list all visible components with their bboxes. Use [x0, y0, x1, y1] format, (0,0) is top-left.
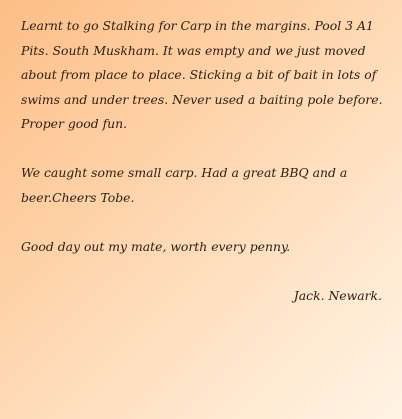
testimonial-paragraph-2-line-1: We caught some small carp. Had a great BBQ and a: [21, 165, 348, 180]
testimonial-paragraph-2: [21, 161, 384, 210]
testimonial-signature: Jack. Newark.: [293, 287, 382, 303]
testimonial-paragraph-1: Learnt to go Stalking for Carp in the margins. Pool 3 A1 Pits. South Muskham. It was empty and we just moved about from place to place. Sticking a bit of bait in lots of swims and under trees. Never used a baiting pole before. Proper good fun.: [21, 18, 383, 131]
testimonial-paragraph-3: Good day out my mate, worth every penny.: [21, 238, 291, 254]
testimonial-paragraph-2-line-2: beer.Cheers Tobe.: [21, 189, 135, 205]
